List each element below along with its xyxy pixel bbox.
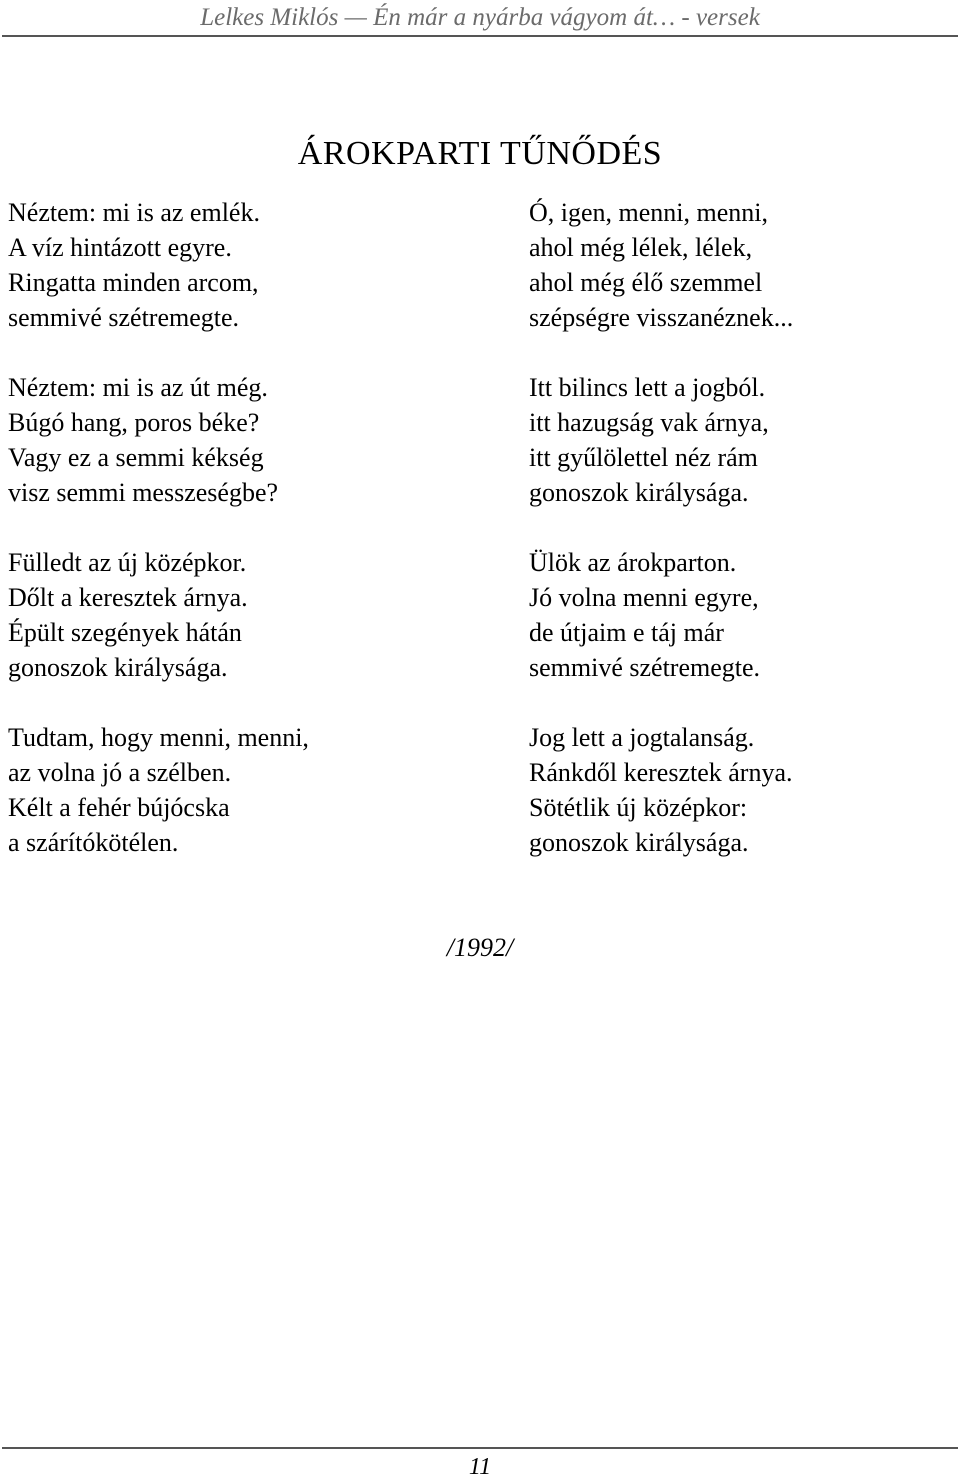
poem-line: szépségre visszanéznek... bbox=[529, 303, 794, 332]
header-rule bbox=[2, 35, 958, 37]
poem-line: visz semmi messzeségbe? bbox=[8, 478, 279, 507]
poem-line: Tudtam, hogy menni, menni, bbox=[8, 723, 309, 752]
running-header: Lelkes Miklós — Én már a nyárba vágyom át… - versek bbox=[200, 4, 760, 31]
poem-title: ÁROKPARTI TŰNŐDÉS bbox=[297, 134, 663, 172]
poem-line: itt gyűlölettel néz rám bbox=[529, 443, 758, 472]
poem-right-column bbox=[529, 195, 960, 895]
stanza bbox=[529, 195, 960, 335]
poem-line: ahol még élő szemmel bbox=[529, 268, 763, 297]
stanza bbox=[8, 195, 448, 335]
poem-line: Dőlt a keresztek árnya. bbox=[8, 583, 248, 612]
poem-line: Kélt a fehér bújócska bbox=[8, 793, 230, 822]
stanza bbox=[8, 545, 448, 685]
footer-rule bbox=[2, 1447, 958, 1449]
poem-line: Ringatta minden arcom, bbox=[8, 268, 259, 297]
poem-line: Jog lett a jogtalanság. bbox=[529, 723, 755, 752]
stanza bbox=[8, 720, 448, 860]
poem-line: Vagy ez a semmi kékség bbox=[8, 443, 264, 472]
poem-line: Épült szegények hátán bbox=[8, 618, 242, 647]
stanza bbox=[8, 370, 448, 510]
stanza bbox=[529, 720, 960, 860]
poem-line: gonoszok királysága. bbox=[529, 478, 749, 507]
poem-line: a szárítókötélen. bbox=[8, 828, 179, 857]
poem-line: Jó volna menni egyre, bbox=[529, 583, 759, 612]
poem-year: /1992/ bbox=[446, 933, 514, 962]
poem-line: Ülök az árokparton. bbox=[529, 548, 737, 577]
poem-line: Fülledt az új középkor. bbox=[8, 548, 247, 577]
page-number: 11 bbox=[468, 1454, 492, 1480]
poem-line: semmivé szétremegte. bbox=[529, 653, 761, 682]
poem-line: Búgó hang, poros béke? bbox=[8, 408, 260, 437]
stanza bbox=[529, 370, 960, 510]
poem-line: itt hazugság vak árnya, bbox=[529, 408, 769, 437]
poem-line: A víz hintázott egyre. bbox=[8, 233, 232, 262]
poem-line: Ránkdől keresztek árnya. bbox=[529, 758, 793, 787]
poem-line: Néztem: mi is az út még. bbox=[8, 373, 268, 402]
poem-line: ahol még lélek, lélek, bbox=[529, 233, 753, 262]
poem-line: gonoszok királysága. bbox=[8, 653, 228, 682]
poem-line: Néztem: mi is az emlék. bbox=[8, 198, 260, 227]
poem-line: Ó, igen, menni, menni, bbox=[529, 198, 769, 227]
poem-line: Sötétlik új középkor: bbox=[529, 793, 748, 822]
poem-line: Itt bilincs lett a jogból. bbox=[529, 373, 766, 402]
poem-line: gonoszok királysága. bbox=[529, 828, 749, 857]
poem-line: semmivé szétremegte. bbox=[8, 303, 240, 332]
stanza bbox=[529, 545, 960, 685]
poem-left-column bbox=[8, 195, 448, 895]
poem-line: az volna jó a szélben. bbox=[8, 758, 232, 787]
poem-line: de útjaim e táj már bbox=[529, 618, 724, 647]
